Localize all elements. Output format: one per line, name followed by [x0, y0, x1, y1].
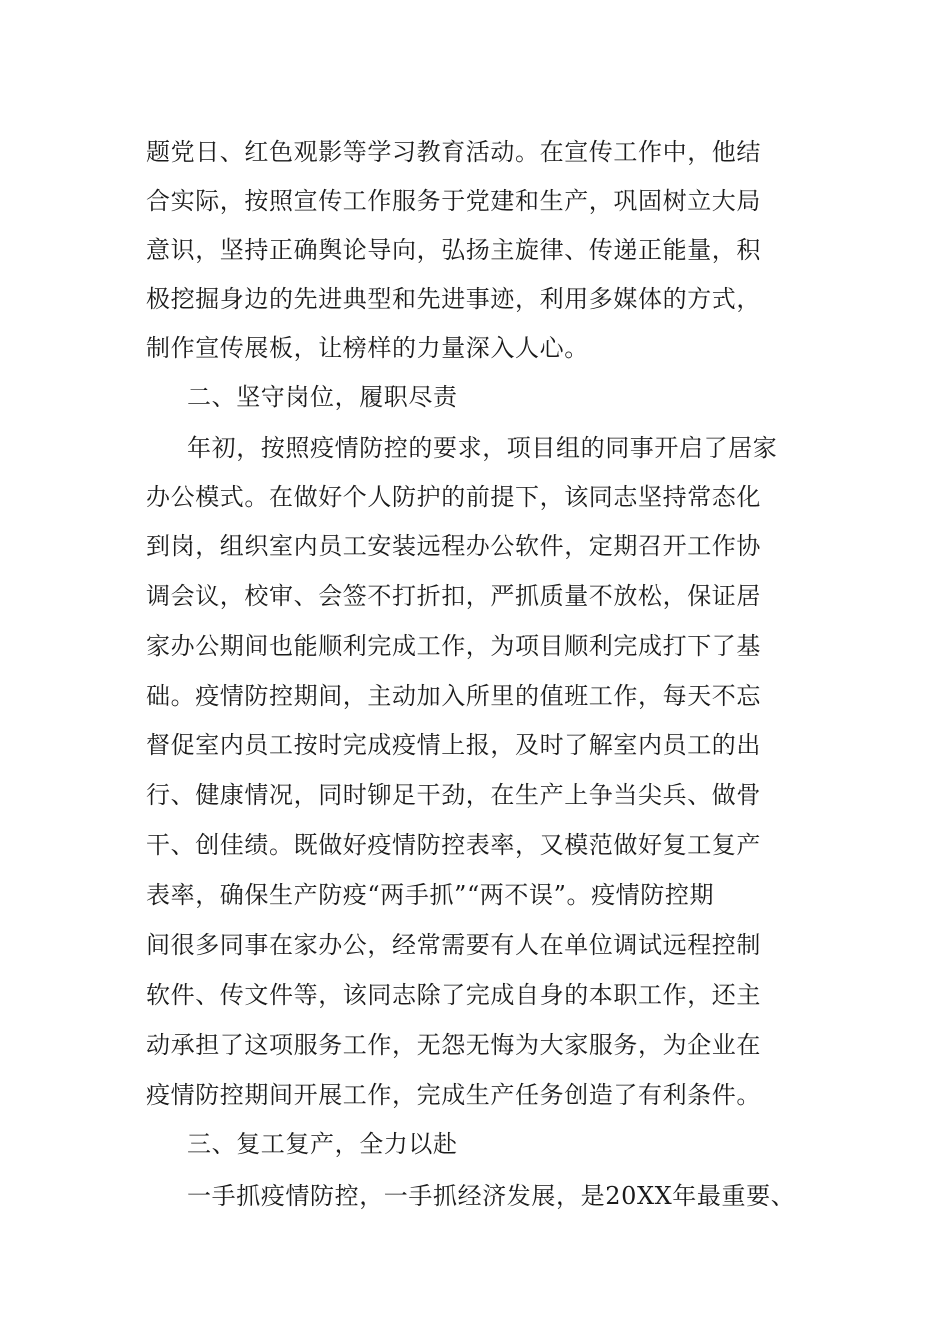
- paragraph-line: 软件、传文件等，该同志除了完成自身的本职工作，还主: [146, 981, 761, 1009]
- paragraph-line: 一手抓疫情防控，一手抓经济发展，是20XX年最重要、: [187, 1182, 796, 1210]
- paragraph-line: 行、健康情况，同时铆足干劲，在生产上争当尖兵、做骨: [146, 781, 761, 809]
- paragraph-line: 干、创佳绩。既做好疫情防控表率，又模范做好复工复产: [146, 831, 761, 859]
- paragraph-line: 督促室内员工按时完成疫情上报，及时了解室内员工的出: [146, 731, 761, 759]
- paragraph-line: 办公模式。在做好个人防护的前提下，该同志坚持常态化: [146, 483, 761, 511]
- paragraph-line: 表率，确保生产防疫“两手抓”“两不误”。疫情防控期: [146, 881, 715, 909]
- paragraph-line: 间很多同事在家办公，经常需要有人在单位调试远程控制: [146, 931, 761, 959]
- section-heading: 二、坚守岗位，履职尽责: [187, 383, 458, 411]
- section-heading: 三、复工复产，全力以赴: [187, 1130, 458, 1158]
- paragraph-line: 动承担了这项服务工作，无怨无悔为大家服务，为企业在: [146, 1031, 761, 1059]
- paragraph-line: 到岗，组织室内员工安装远程办公软件，定期召开工作协: [146, 532, 761, 560]
- paragraph-line: 题党日、红色观影等学习教育活动。在宣传工作中，他结: [146, 138, 761, 166]
- paragraph-line: 合实际，按照宣传工作服务于党建和生产，巩固树立大局: [146, 187, 761, 215]
- paragraph-line: 极挖掘身边的先进典型和先进事迹，利用多媒体的方式，: [146, 285, 761, 313]
- paragraph-line: 调会议，校审、会签不打折扣，严抓质量不放松，保证居: [146, 582, 761, 610]
- paragraph-line: 制作宣传展板，让榜样的力量深入人心。: [146, 334, 589, 362]
- paragraph-line: 意识，坚持正确舆论导向，弘扬主旋律、传递正能量，积: [146, 236, 761, 264]
- paragraph-line: 年初，按照疫情防控的要求，项目组的同事开启了居家: [187, 434, 778, 462]
- paragraph-line: 家办公期间也能顺利完成工作，为项目顺利完成打下了基: [146, 632, 761, 660]
- paragraph-line: 础。疫情防控期间，主动加入所里的值班工作，每天不忘: [146, 682, 761, 710]
- paragraph-line: 疫情防控期间开展工作，完成生产任务创造了有利条件。: [146, 1081, 761, 1109]
